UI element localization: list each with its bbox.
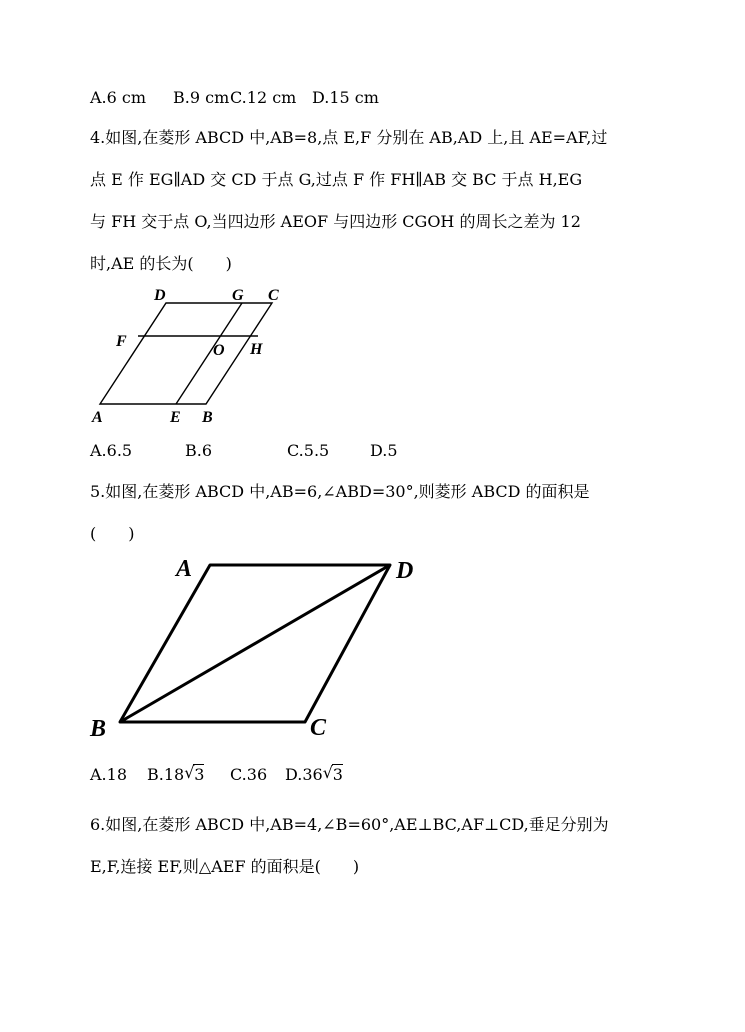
q3-option-a: A.6 cm bbox=[90, 88, 147, 107]
q5-line-2: ( ) bbox=[90, 524, 135, 543]
q5-option-d-radicand: 3 bbox=[332, 765, 343, 784]
q5-option-a: A.18 bbox=[90, 765, 127, 784]
q4-label-c: C bbox=[268, 287, 279, 304]
q4-line-4: 时,AE 的长为( ) bbox=[90, 254, 232, 273]
q5-option-b-radicand: 3 bbox=[194, 765, 205, 784]
q4-label-e: E bbox=[170, 409, 181, 426]
q5-label-a: A bbox=[176, 556, 193, 582]
q4-label-h: H bbox=[250, 341, 263, 358]
q5-rhombus-figure bbox=[80, 550, 440, 750]
q4-option-d: D.5 bbox=[370, 441, 398, 460]
q4-label-g: G bbox=[232, 287, 244, 304]
q4-line-1: 4.如图,在菱形 ABCD 中,AB=8,点 E,F 分别在 AB,AD 上,且 AE=AF,过 bbox=[90, 128, 608, 147]
q5-line-1: 5.如图,在菱形 ABCD 中,AB=6,∠ABD=30°,则菱形 ABCD 的面积是 bbox=[90, 482, 590, 501]
q4-label-a: A bbox=[92, 409, 103, 426]
q5-option-b-prefix: B.18 bbox=[147, 765, 185, 784]
q3-option-c: C.12 cm bbox=[230, 88, 297, 107]
q4-option-a: A.6.5 bbox=[90, 441, 133, 460]
q5-label-b: B bbox=[90, 716, 107, 742]
q4-line-3: 与 FH 交于点 O,当四边形 AEOF 与四边形 CGOH 的周长之差为 12 bbox=[90, 212, 581, 231]
q4-line-2: 点 E 作 EG∥AD 交 CD 于点 G,过点 F 作 FH∥AB 交 BC 于点 H,EG bbox=[90, 170, 583, 189]
q5-option-d-prefix: D.36 bbox=[285, 765, 323, 784]
q5-diagonal-bd bbox=[120, 565, 390, 722]
q4-label-o: O bbox=[213, 342, 225, 359]
q3-option-d: D.15 cm bbox=[312, 88, 379, 107]
q5-option-d bbox=[285, 765, 343, 785]
q5-label-c: C bbox=[310, 715, 327, 741]
q4-label-d: D bbox=[154, 287, 166, 304]
q4-option-c: C.5.5 bbox=[287, 441, 330, 460]
q5-option-c: C.36 bbox=[230, 765, 268, 784]
q6-line-1: 6.如图,在菱形 ABCD 中,AB=4,∠B=60°,AE⊥BC,AF⊥CD,垂足分别为 bbox=[90, 815, 609, 834]
q4-label-b: B bbox=[202, 409, 213, 426]
q4-option-b: B.6 bbox=[185, 441, 213, 460]
q6-line-2: E,F,连接 EF,则△AEF 的面积是( ) bbox=[90, 857, 360, 876]
q5-label-d: D bbox=[396, 558, 414, 584]
q4-label-f: F bbox=[116, 333, 127, 350]
sqrt-symbol: √ 3 bbox=[322, 763, 343, 784]
q4-segment-eg bbox=[176, 303, 242, 404]
sqrt-symbol: √ 3 bbox=[184, 763, 205, 784]
q5-option-b bbox=[147, 765, 204, 785]
q3-option-b: B.9 cm bbox=[173, 88, 230, 107]
q4-rhombus-figure bbox=[80, 280, 300, 430]
